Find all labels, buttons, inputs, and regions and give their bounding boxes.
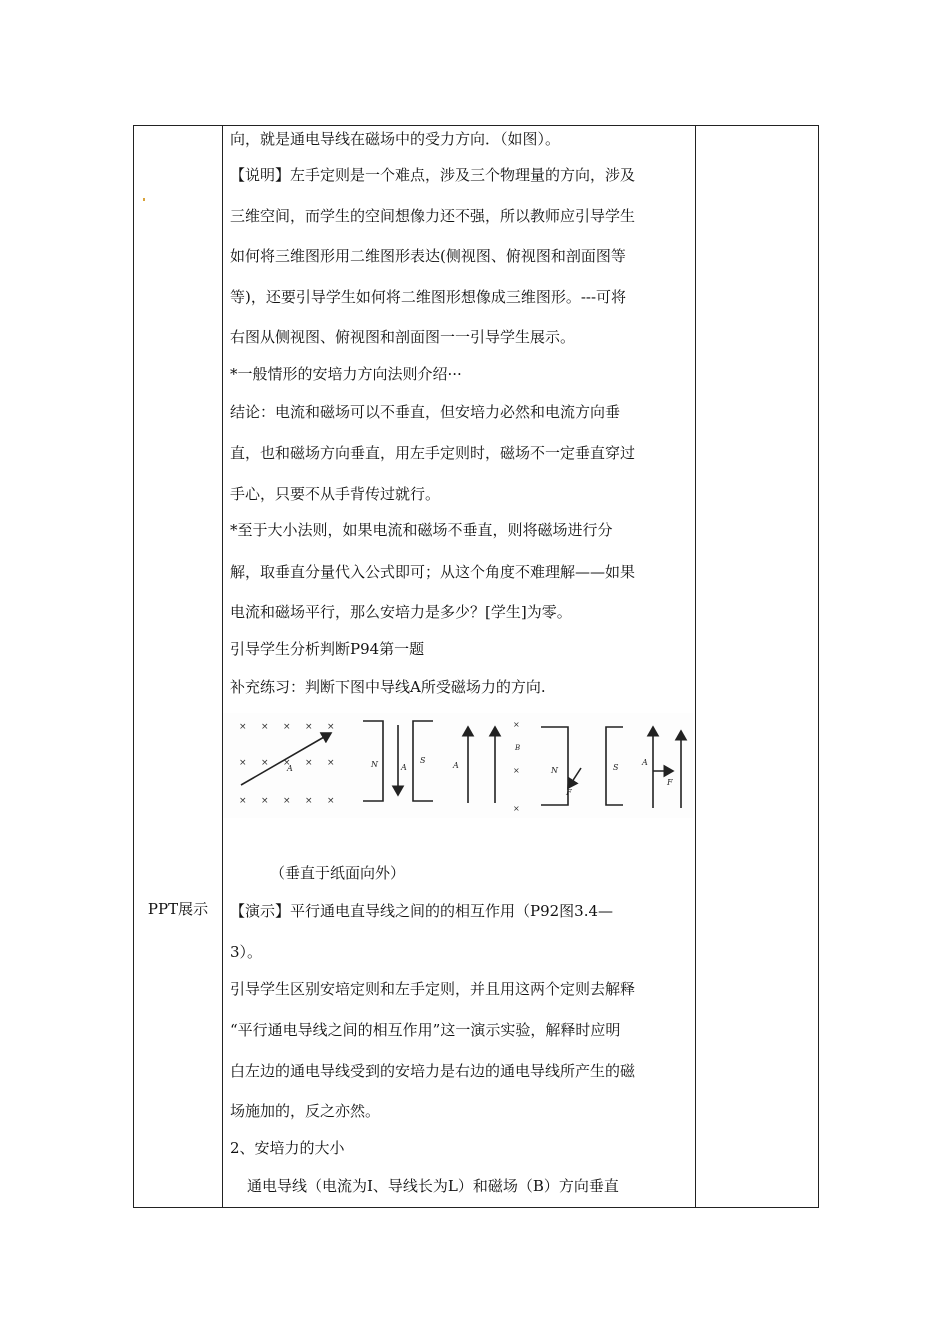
field-cross-mark: × [239,722,247,732]
field-cross-mark: × [261,796,269,806]
field-label-b: B [515,744,521,752]
field-cross-mark: × [513,720,520,729]
field-cross-mark: × [283,722,291,732]
pole-label-n: N [551,766,558,775]
force-direction-figure [223,713,693,818]
field-cross-mark: × [305,758,313,768]
text-line: 如何将三维图形用二维图形表达(侧视图、俯视图和剖面图等 [230,247,626,265]
text-line: 右图从侧视图、俯视图和剖面图一一引导学生展示。 [230,328,576,346]
method-cell [134,126,222,1207]
force-label-f: F [566,788,572,797]
text-line: 白左边的通电导线受到的安培力是右边的通电导线所产生的磁 [230,1062,636,1080]
field-cross-mark: × [261,722,269,732]
ink-dot [143,198,145,201]
field-cross-mark: × [283,796,291,806]
pole-label-n: N [371,760,378,769]
method-label: PPT展示 [147,900,209,918]
lesson-table [133,125,819,1208]
text-line: 【演示】平行通电直导线之间的的相互作用（P92图3.4— [230,902,614,920]
field-cross-mark: × [261,758,269,768]
text-line: 手心，只要不从手背传过就行。 [230,485,441,503]
field-cross-mark: × [239,758,247,768]
field-cross-mark: × [327,722,335,732]
text-line: 等)，还要引导学生如何将二维图形想像成三维图形。---可将 [230,288,627,306]
wire-label-a: A [642,758,648,767]
wire-label-a: A [453,761,459,770]
text-line: *一般情形的安培力方向法则介绍··· [230,365,462,383]
column-divider [222,126,223,1207]
text-line: 解，取垂直分量代入公式即可；从这个角度不难理解——如果 [230,563,636,581]
field-cross-mark: × [239,796,247,806]
field-cross-mark: × [283,758,291,768]
text-line: 电流和磁场平行，那么安培力是多少？[学生]为零。 [230,603,572,621]
text-line: 引导学生分析判断P94第一题 [230,640,425,658]
text-line: *至于大小法则，如果电流和磁场不垂直，则将磁场进行分 [230,521,613,539]
figure-caption: （垂直于纸面向外） [270,864,406,882]
text-line: 结论：电流和磁场可以不垂直，但安培力必然和电流方向垂 [230,403,621,421]
field-cross-mark: × [305,722,313,732]
text-line: 引导学生区别安培定则和左手定则，并且用这两个定则去解释 [230,980,636,998]
text-line: 直，也和磁场方向垂直，用左手定则时，磁场不一定垂直穿过 [230,444,636,462]
pole-label-s: S [613,763,619,772]
field-cross-mark: × [513,766,520,775]
text-line: 2、安培力的大小 [230,1139,345,1157]
text-line: “平行通电导线之间的相互作用”这一演示实验，解释时应明 [230,1021,621,1039]
force-label-f: F [667,778,673,787]
text-line: 通电导线（电流为I、导线长为L）和磁场（B）方向垂直 [247,1177,619,1195]
text-line: 向，就是通电导线在磁场中的受力方向．（如图）。 [230,130,561,148]
field-cross-mark: × [327,758,335,768]
pole-label-s: S [420,756,426,765]
column-divider [695,126,696,1207]
field-cross-mark: × [513,804,520,813]
text-line: 补充练习：判断下图中导线A所受磁场力的方向. [230,678,546,696]
text-line: 三维空间，而学生的空间想像力还不强，所以教师应引导学生 [230,207,636,225]
text-line: 3）。 [230,943,263,961]
text-line: 场施加的，反之亦然。 [230,1102,381,1120]
field-cross-mark: × [305,796,313,806]
text-line: 【说明】左手定则是一个难点，涉及三个物理量的方向，涉及 [230,166,636,184]
field-cross-mark: × [327,796,335,806]
wire-label-a: A [401,763,407,772]
wire-label-a: A [287,764,293,773]
